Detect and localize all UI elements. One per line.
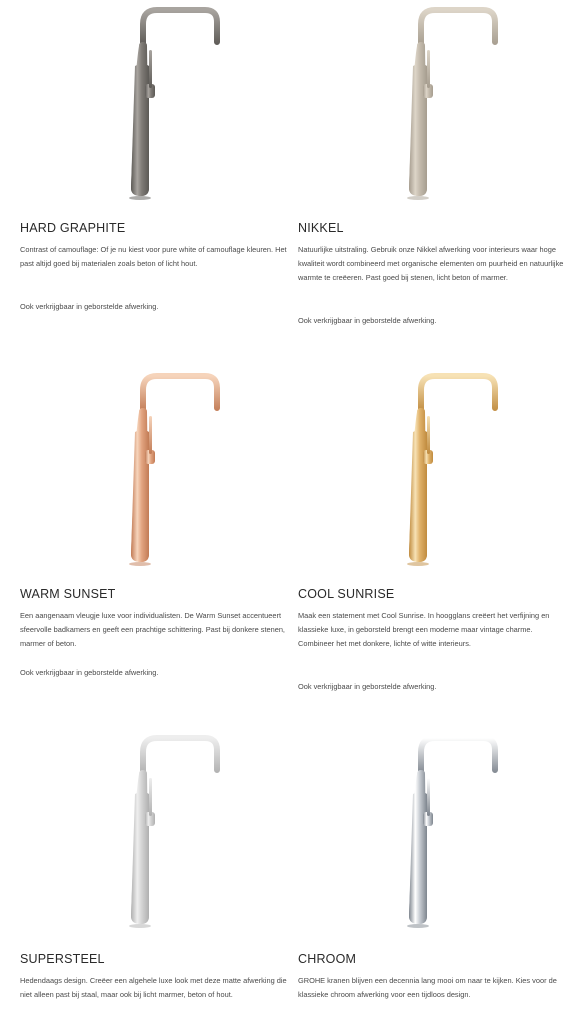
finish-availability: Ook verkrijgbaar in geborstelde afwerking. [20, 668, 159, 677]
finish-description: GROHE kranen blijven een decennia lang mooi om naar te kijken. Kies voor de klassieke chroom afwerking voor een tijdloos design. [298, 976, 557, 1000]
finish-title: CHROOM [298, 952, 357, 966]
finish-title: WARM SUNSET [20, 587, 116, 601]
finish-availability: Ook verkrijgbaar in geborstelde afwerking. [298, 682, 437, 691]
finish-availability: Ook verkrijgbaar in geborstelde afwerking. [20, 302, 159, 311]
faucet-image [383, 372, 523, 572]
finish-description: Hedendaags design. Creëer een algehele luxe look met deze matte afwerking die niet alleen past bij staal, maar ook bij licht marmer, beton of hout. [20, 976, 287, 1000]
faucet-image [383, 6, 523, 206]
finish-title: SUPERSTEEL [20, 952, 105, 966]
finish-title: COOL SUNRISE [298, 587, 395, 601]
finish-description: Contrast of camouflage: Of je nu kiest voor pure white of camouflage kleuren. Het past altijd goed bij materialen zoals beton of licht hout. [20, 245, 287, 269]
finish-description: Maak een statement met Cool Sunrise. In hoogglans creëert het verfijning en klassieke luxe, in geborsteld brengt een moderne maar vintage charme. Combineer het met donkere, lichte of witte interieurs. [298, 611, 550, 649]
finish-title: NIKKEL [298, 221, 344, 235]
faucet-image [383, 734, 523, 934]
finish-description: Natuurlijke uitstraling. Gebruik onze Nikkel afwerking voor interieurs waar hoge kwaliteit wordt combineerd met organische elementen om puurheid en natuurlijke warmte te creëeren. Past goed bij stenen, licht beton of marmer. [298, 245, 564, 283]
finish-title: HARD GRAPHITE [20, 221, 126, 235]
finish-availability: Ook verkrijgbaar in geborstelde afwerking. [298, 316, 437, 325]
finish-description: Een aangenaam vleugje luxe voor individualisten. De Warm Sunset accentueert sfeervolle badkamers en geeft een prachtige schittering. Past bij donkere stenen, marmer of beton. [20, 611, 285, 649]
